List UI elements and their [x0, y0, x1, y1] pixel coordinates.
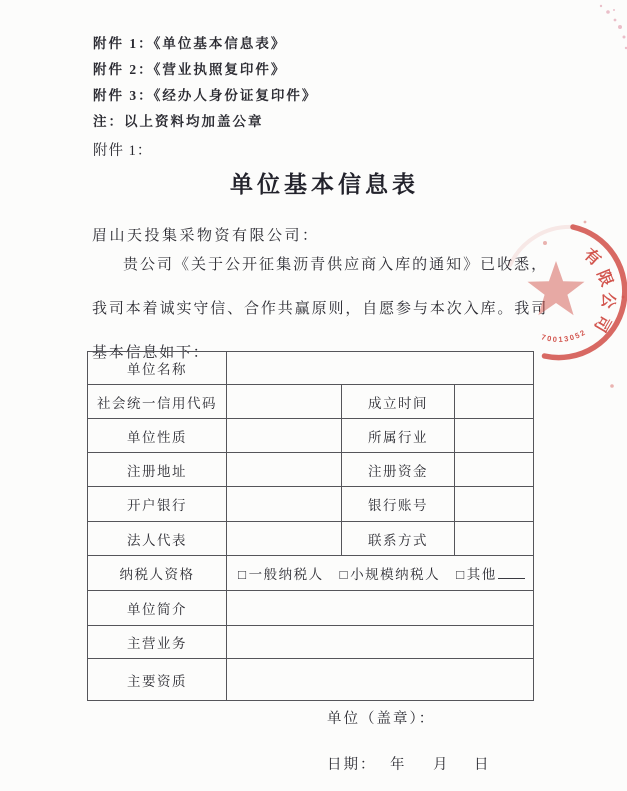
table-row [88, 626, 534, 659]
value-cell-legal-rep [227, 522, 342, 556]
row-label-founding-date: 成立时间 [342, 385, 455, 419]
value-cell-main-qualifications [227, 659, 534, 701]
taxpayer-option-other [456, 567, 497, 582]
taxpayer-option-general [238, 567, 324, 582]
table-row [88, 522, 534, 556]
value-cell-industry [455, 419, 534, 453]
table-row [88, 453, 534, 487]
row-label-contact: 联系方式 [342, 522, 455, 556]
scan-speckle [600, 5, 627, 49]
seal-ring [545, 227, 625, 358]
other-blank-line [498, 565, 525, 579]
attachment-list [93, 31, 317, 109]
attachment-list-item: 附件 1：《单位基本信息表》 [93, 36, 287, 51]
row-label-main-business: 主营业务 [88, 626, 227, 659]
row-label-credit-code: 社会统一信用代码 [88, 385, 227, 419]
row-label-unit-name: 单位名称 [88, 352, 227, 385]
table-row [88, 419, 534, 453]
attachment-list-item: 附件 3：《经办人身份证复印件》 [93, 88, 318, 103]
unit-info-table [87, 351, 534, 701]
seal-serial-text: 70013052 [540, 327, 589, 344]
body-paragraph: 贵公司《关于公开征集沥青供应商入库的通知》已收悉，我司本着诚实守信、合作共赢原则，自愿参与本次入库。我司基本信息如下： [92, 257, 548, 361]
scan-speckle [543, 221, 625, 388]
checkbox-icon: □ [456, 567, 466, 582]
checkbox-icon: □ [238, 567, 248, 582]
unit-seal-line: 单位（盖章）： [327, 711, 436, 727]
value-cell-founding-date [455, 385, 534, 419]
date-month-label: 月 [433, 757, 450, 773]
attachment-section-label: 附件 1： [93, 143, 153, 159]
value-cell-main-business [227, 626, 534, 659]
taxpayer-option-label: 小规模纳税人 [350, 567, 441, 582]
table-row [88, 591, 534, 626]
table-row [88, 659, 534, 701]
seal-arc-char: 司 [590, 312, 614, 335]
row-label-taxpayer-type: 纳税人资格 [88, 556, 227, 591]
row-label-bank-account: 银行账号 [342, 487, 455, 522]
seal-arc-char: 有 [580, 245, 604, 270]
table-row [88, 556, 534, 591]
table-row [88, 352, 534, 385]
value-cell-credit-code [227, 385, 342, 419]
row-label-main-qualifications: 主要资质 [88, 659, 227, 701]
attachment-list-item: 附件 2：《营业执照复印件》 [93, 62, 287, 77]
taxpayer-option-label: 其他 [466, 567, 497, 582]
taxpayer-options-cell [227, 556, 534, 591]
row-label-industry: 所属行业 [342, 419, 455, 453]
seal-arc-char: 限 [593, 267, 616, 289]
salutation: 眉山天投集采物资有限公司： [92, 228, 320, 244]
stamp-note: 注：以上资料均加盖公章 [93, 114, 264, 129]
value-cell-unit-profile [227, 591, 534, 626]
form-title: 单位基本信息表 [230, 171, 419, 197]
row-label-bank-name: 开户银行 [88, 487, 227, 522]
value-cell-unit-name [227, 352, 534, 385]
seal-arc-char: 公 [598, 291, 617, 310]
value-cell-bank-name [227, 487, 342, 522]
value-cell-unit-type [227, 419, 342, 453]
taxpayer-option-label: 一般纳税人 [248, 567, 324, 582]
row-label-unit-type: 单位性质 [88, 419, 227, 453]
value-cell-contact [455, 522, 534, 556]
row-label-legal-rep: 法人代表 [88, 522, 227, 556]
date-day-label: 日 [474, 757, 491, 773]
checkbox-icon: □ [339, 567, 350, 582]
row-label-registered-capital: 注册资金 [342, 453, 455, 487]
date-year-label: 年 [390, 757, 407, 773]
value-cell-bank-account [455, 487, 534, 522]
taxpayer-option-small-scale [340, 567, 441, 582]
table-row [88, 487, 534, 522]
row-label-registered-address: 注册地址 [88, 453, 227, 487]
date-label: 日期： [327, 757, 377, 773]
value-cell-registered-address [227, 453, 342, 487]
row-label-unit-profile: 单位简介 [88, 591, 227, 626]
table-row [88, 385, 534, 419]
value-cell-registered-capital [455, 453, 534, 487]
